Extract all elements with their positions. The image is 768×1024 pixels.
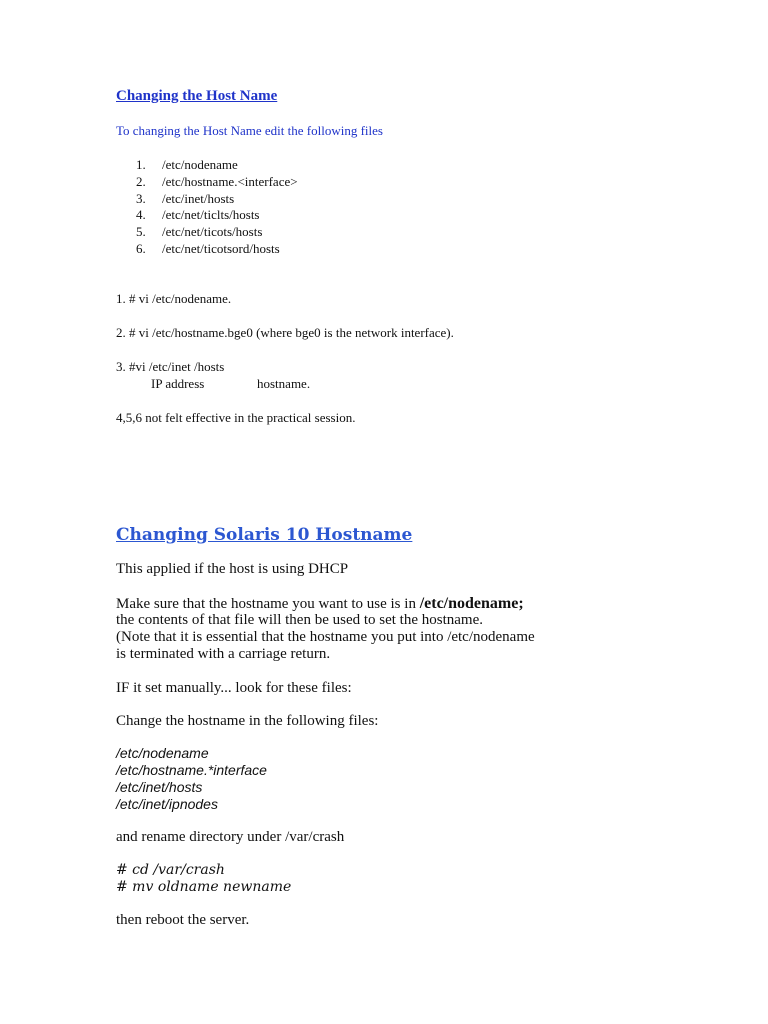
list-number: 4. <box>136 207 146 223</box>
make-sure-text: Make sure that the hostname you want to use is in <box>116 596 420 612</box>
practical-note: 4,5,6 not felt effective in the practical session. <box>116 410 356 425</box>
list-path: /etc/net/ticlts/hosts <box>162 207 260 223</box>
contents-text: the contents of that file will then be used to set the hostname. <box>116 612 483 628</box>
intro-text: To changing the Host Name edit the following files <box>116 123 383 138</box>
commands-list <box>116 862 291 896</box>
reboot-text: then reboot the server. <box>116 912 250 928</box>
list-item <box>136 241 298 258</box>
make-sure-line <box>116 595 524 613</box>
path-item: /etc/inet/hosts <box>116 779 203 795</box>
list-path: /etc/inet/hosts <box>162 190 235 206</box>
list-item <box>136 224 298 241</box>
list-number: 2. <box>136 173 146 189</box>
step-3-hostname: hostname. <box>257 376 311 391</box>
list-path: /etc/nodename <box>162 157 238 172</box>
list-path: /etc/net/ticots/hosts <box>162 224 263 240</box>
path-item: /etc/hostname.*interface <box>116 762 267 778</box>
list-path: /etc/net/ticotsord/hosts <box>162 240 280 256</box>
heading-changing-solaris-hostname: Changing Solaris 10 Hostname <box>116 525 413 545</box>
step-1: 1. # vi /etc/nodename. <box>116 291 232 306</box>
manual-text: IF it set manually... look for these files: <box>116 680 352 696</box>
dhcp-text: This applied if the host is using DHCP <box>116 561 349 577</box>
list-number: 6. <box>136 240 146 256</box>
list-item <box>136 174 298 191</box>
list-path: /etc/hostname.<interface> <box>162 173 298 189</box>
path-item: /etc/nodename <box>116 745 209 761</box>
note-line-2: is terminated with a carriage return. <box>116 646 331 662</box>
rename-text: and rename directory under /var/crash <box>116 829 345 845</box>
list-number: 3. <box>136 190 146 206</box>
note-line-1: (Note that it is essential that the hostname you put into /etc/nodename <box>116 629 535 645</box>
paths-list <box>116 745 267 813</box>
heading-changing-host-name: Changing the Host Name <box>116 88 278 104</box>
list-item <box>136 157 298 174</box>
command-item: # cd /var/crash <box>116 862 225 878</box>
files-list <box>136 157 298 258</box>
change-text: Change the hostname in the following files: <box>116 713 379 729</box>
command-item: # mv oldname newname <box>116 879 292 895</box>
list-number: 5. <box>136 224 146 240</box>
list-number: 1. <box>136 157 146 172</box>
step-2: 2. # vi /etc/hostname.bge0 (where bge0 is the network interface). <box>116 325 454 340</box>
list-item <box>136 191 298 208</box>
path-item: /etc/inet/ipnodes <box>116 796 218 812</box>
step-3-ip-address: IP address <box>151 376 205 391</box>
step-3: 3. #vi /etc/inet /hosts <box>116 359 225 374</box>
list-item <box>136 207 298 224</box>
nodename-bold: /etc/nodename; <box>419 595 524 612</box>
